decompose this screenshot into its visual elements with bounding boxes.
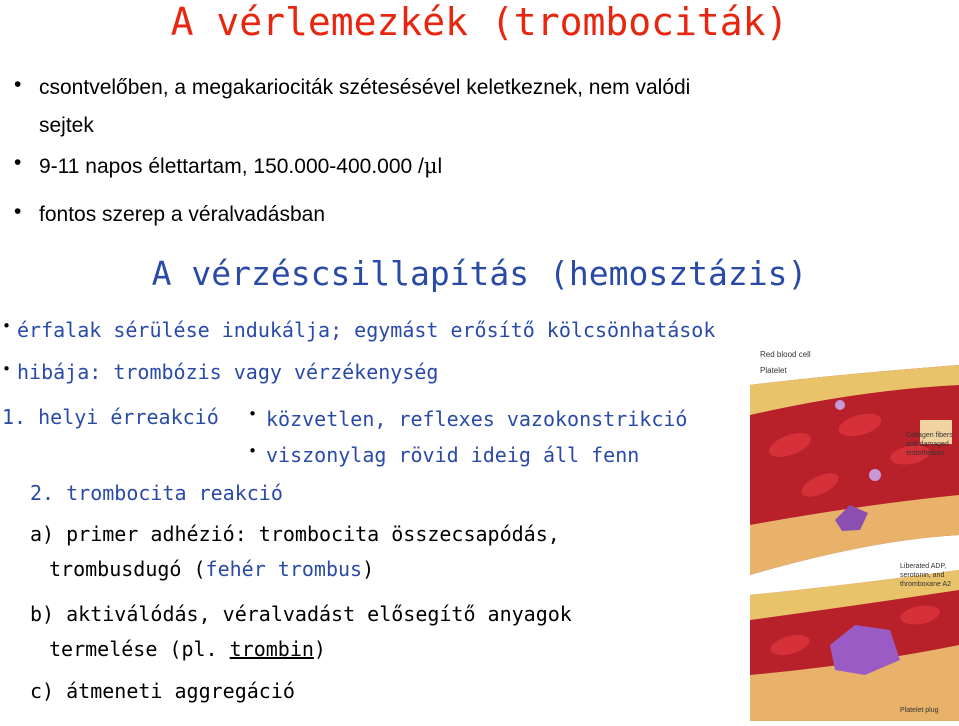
- bullet-marker: •: [14, 151, 22, 174]
- figure-label: serotonin, and: [900, 572, 945, 579]
- bullet-text-cont: sejtek: [39, 114, 94, 137]
- step1-point: viszonylag rövid ideig áll fenn: [266, 443, 640, 467]
- figure-label: Red blood cell: [760, 350, 811, 359]
- hemostasis-illustration: [750, 345, 959, 721]
- bullet-text: fontos szerep a véralvadásban: [39, 203, 326, 226]
- bullet-text: 9-11 napos élettartam, 150.000-400.000 /μl: [39, 154, 443, 178]
- figure-label: thromboxane A2: [900, 581, 951, 588]
- figure-label: and damaged: [906, 441, 949, 448]
- bullet-marker: •: [2, 317, 12, 335]
- phase-c: c) átmeneti aggregáció: [30, 679, 295, 703]
- bullet-marker: •: [2, 360, 12, 378]
- step1-label: 1. helyi érreakció: [2, 405, 219, 429]
- step1-point: közvetlen, reflexes vazokonstrikció: [266, 407, 688, 431]
- bullet-marker: •: [248, 442, 258, 460]
- bullet-text: csontvelőben, a megakariociták szétesésével keletkeznek, nem valódi: [39, 76, 691, 99]
- hemo-bullet: hibája: trombózis vagy vérzékenység: [17, 360, 439, 384]
- platelet: [869, 469, 881, 481]
- section-subtitle: A vérzéscsillapítás (hemosztázis): [151, 254, 808, 293]
- figure-label: Liberated ADP,: [900, 563, 947, 570]
- figure-label: Collagen fibers: [906, 432, 953, 439]
- bullet-marker: •: [14, 73, 22, 96]
- hemo-bullet: érfalak sérülése indukálja; egymást erősítő kölcsönhatások: [17, 318, 716, 342]
- platelet: [835, 400, 845, 410]
- step2-label: 2. trombocita reakció: [30, 481, 283, 505]
- figure-label: endothelium: [906, 450, 945, 457]
- bullet-marker: •: [14, 200, 22, 223]
- page-title: A vérlemezkék (trombociták): [170, 0, 789, 44]
- figure-label: Platelet: [760, 366, 787, 375]
- phase-b-line2: termelése (pl. trombin): [49, 637, 326, 661]
- illustration-svg: [750, 345, 959, 721]
- figure-label: Platelet plug: [900, 707, 939, 714]
- phase-a-line1: a) primer adhézió: trombocita összecsapódás,: [30, 522, 560, 546]
- phase-b-line1: b) aktiválódás, véralvadást elősegítő anyagok: [30, 602, 572, 626]
- bullet-marker: •: [248, 405, 258, 423]
- phase-a-line2: trombusdugó (fehér trombus): [49, 557, 375, 581]
